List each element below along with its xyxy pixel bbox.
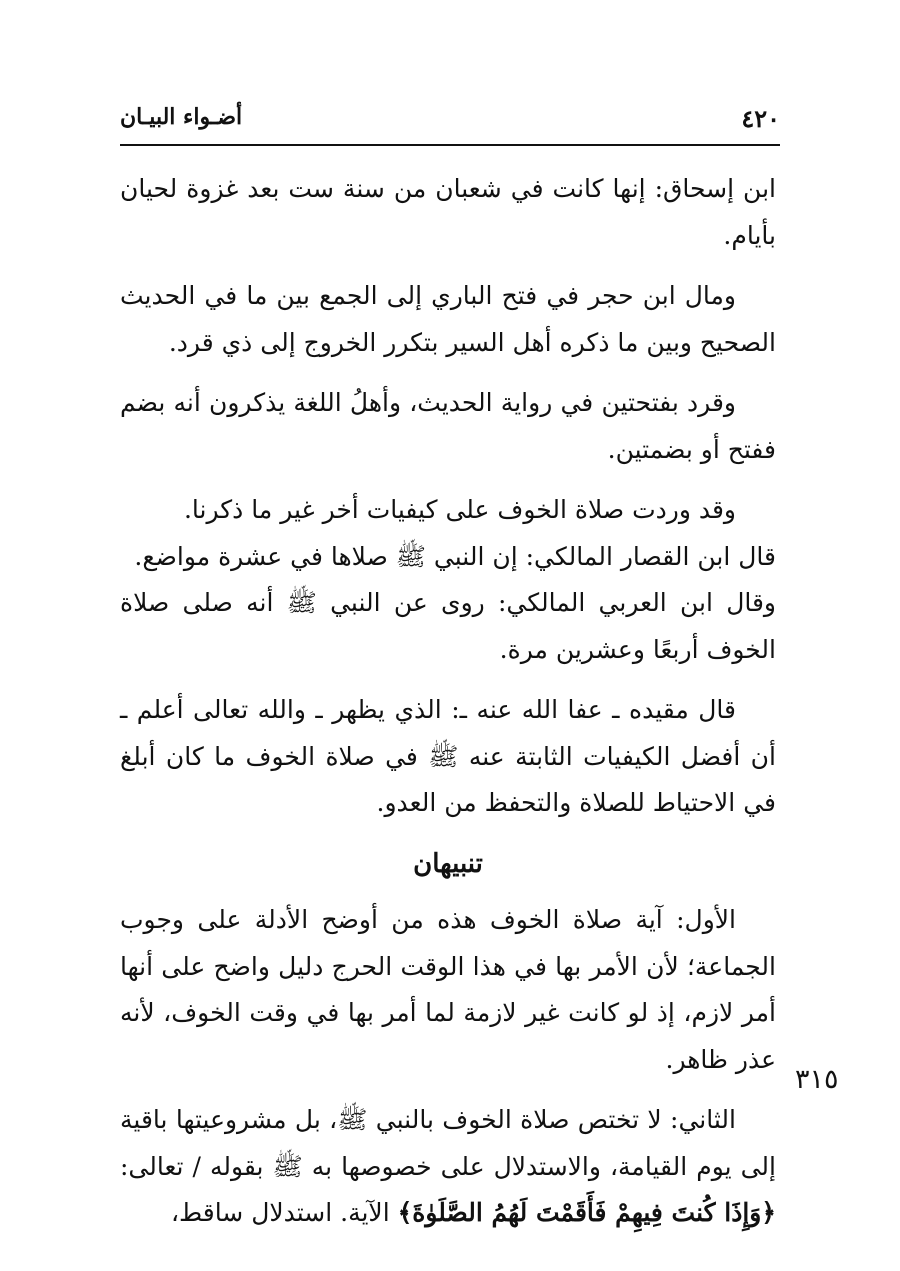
note-second-text: الثاني: لا تختص صلاة الخوف بالنبي ﷺ، بل مشروعيتها باقية إلى يوم القيامة، والاستدلال على خصوصها به ﷺ بقوله / تعالى:: [120, 1105, 776, 1181]
page-body: [120, 166, 776, 1251]
book-title: أضـواء البيـان: [120, 104, 243, 130]
note-second-tail: الآية. استدلال ساقط،: [170, 1198, 390, 1227]
paragraph: وقرد بفتحتين في رواية الحديث، وأهلُ اللغة يذكرون أنه بضم ففتح أو بضمتين.: [120, 388, 776, 464]
page-number: ٤٢٠: [741, 104, 780, 133]
margin-page-number: ٣١٥: [795, 1064, 839, 1095]
paragraph: وقد وردت صلاة الخوف على كيفيات أخر غير ما ذكرنا.: [183, 495, 736, 524]
page-header: [120, 98, 780, 146]
paragraph: وقال ابن العربي المالكي: روى عن النبي ﷺ أنه صلى صلاة الخوف أربعًا وعشرين مرة.: [120, 588, 776, 664]
paragraph: ومال ابن حجر في فتح الباري إلى الجمع بين ما في الحديث الصحيح وبين ما ذكره أهل السير بتكرر الخروج إلى ذي قرد.: [120, 281, 776, 357]
paragraph: قال ابن القصار المالكي: إن النبي ﷺ صلاها في عشرة مواضع.: [134, 541, 776, 571]
note-second: [120, 1097, 776, 1237]
note-first: الأول: آية صلاة الخوف هذه من أوضح الأدلة على وجوب الجماعة؛ لأن الأمر بها في هذا الوقت الحرج دليل واضح على أنها أمر لازم، إذ لو كانت غير لازمة لما أمر بها في وقت الخوف، لأنه عذر ظاهر.: [120, 905, 776, 1074]
section-heading: تنبيهان: [413, 848, 483, 879]
paragraph: ابن إسحاق: إنها كانت في شعبان من سنة ست بعد غزوة لحيان بأيام.: [120, 174, 776, 250]
quran-verse: ﴿وَإِذَا كُنتَ فِيهِمْ فَأَقَمْتَ لَهُمُ الصَّلَوٰةَ﴾: [397, 1198, 776, 1227]
paragraph: قال مقيده ـ عفا الله عنه ـ: الذي يظهر ـ والله تعالى أعلم ـ أن أفضل الكيفيات الثابتة عنه ﷺ في صلاة الخوف ما كان أبلغ في الاحتياط للصلاة والتحفظ من العدو.: [120, 695, 776, 817]
